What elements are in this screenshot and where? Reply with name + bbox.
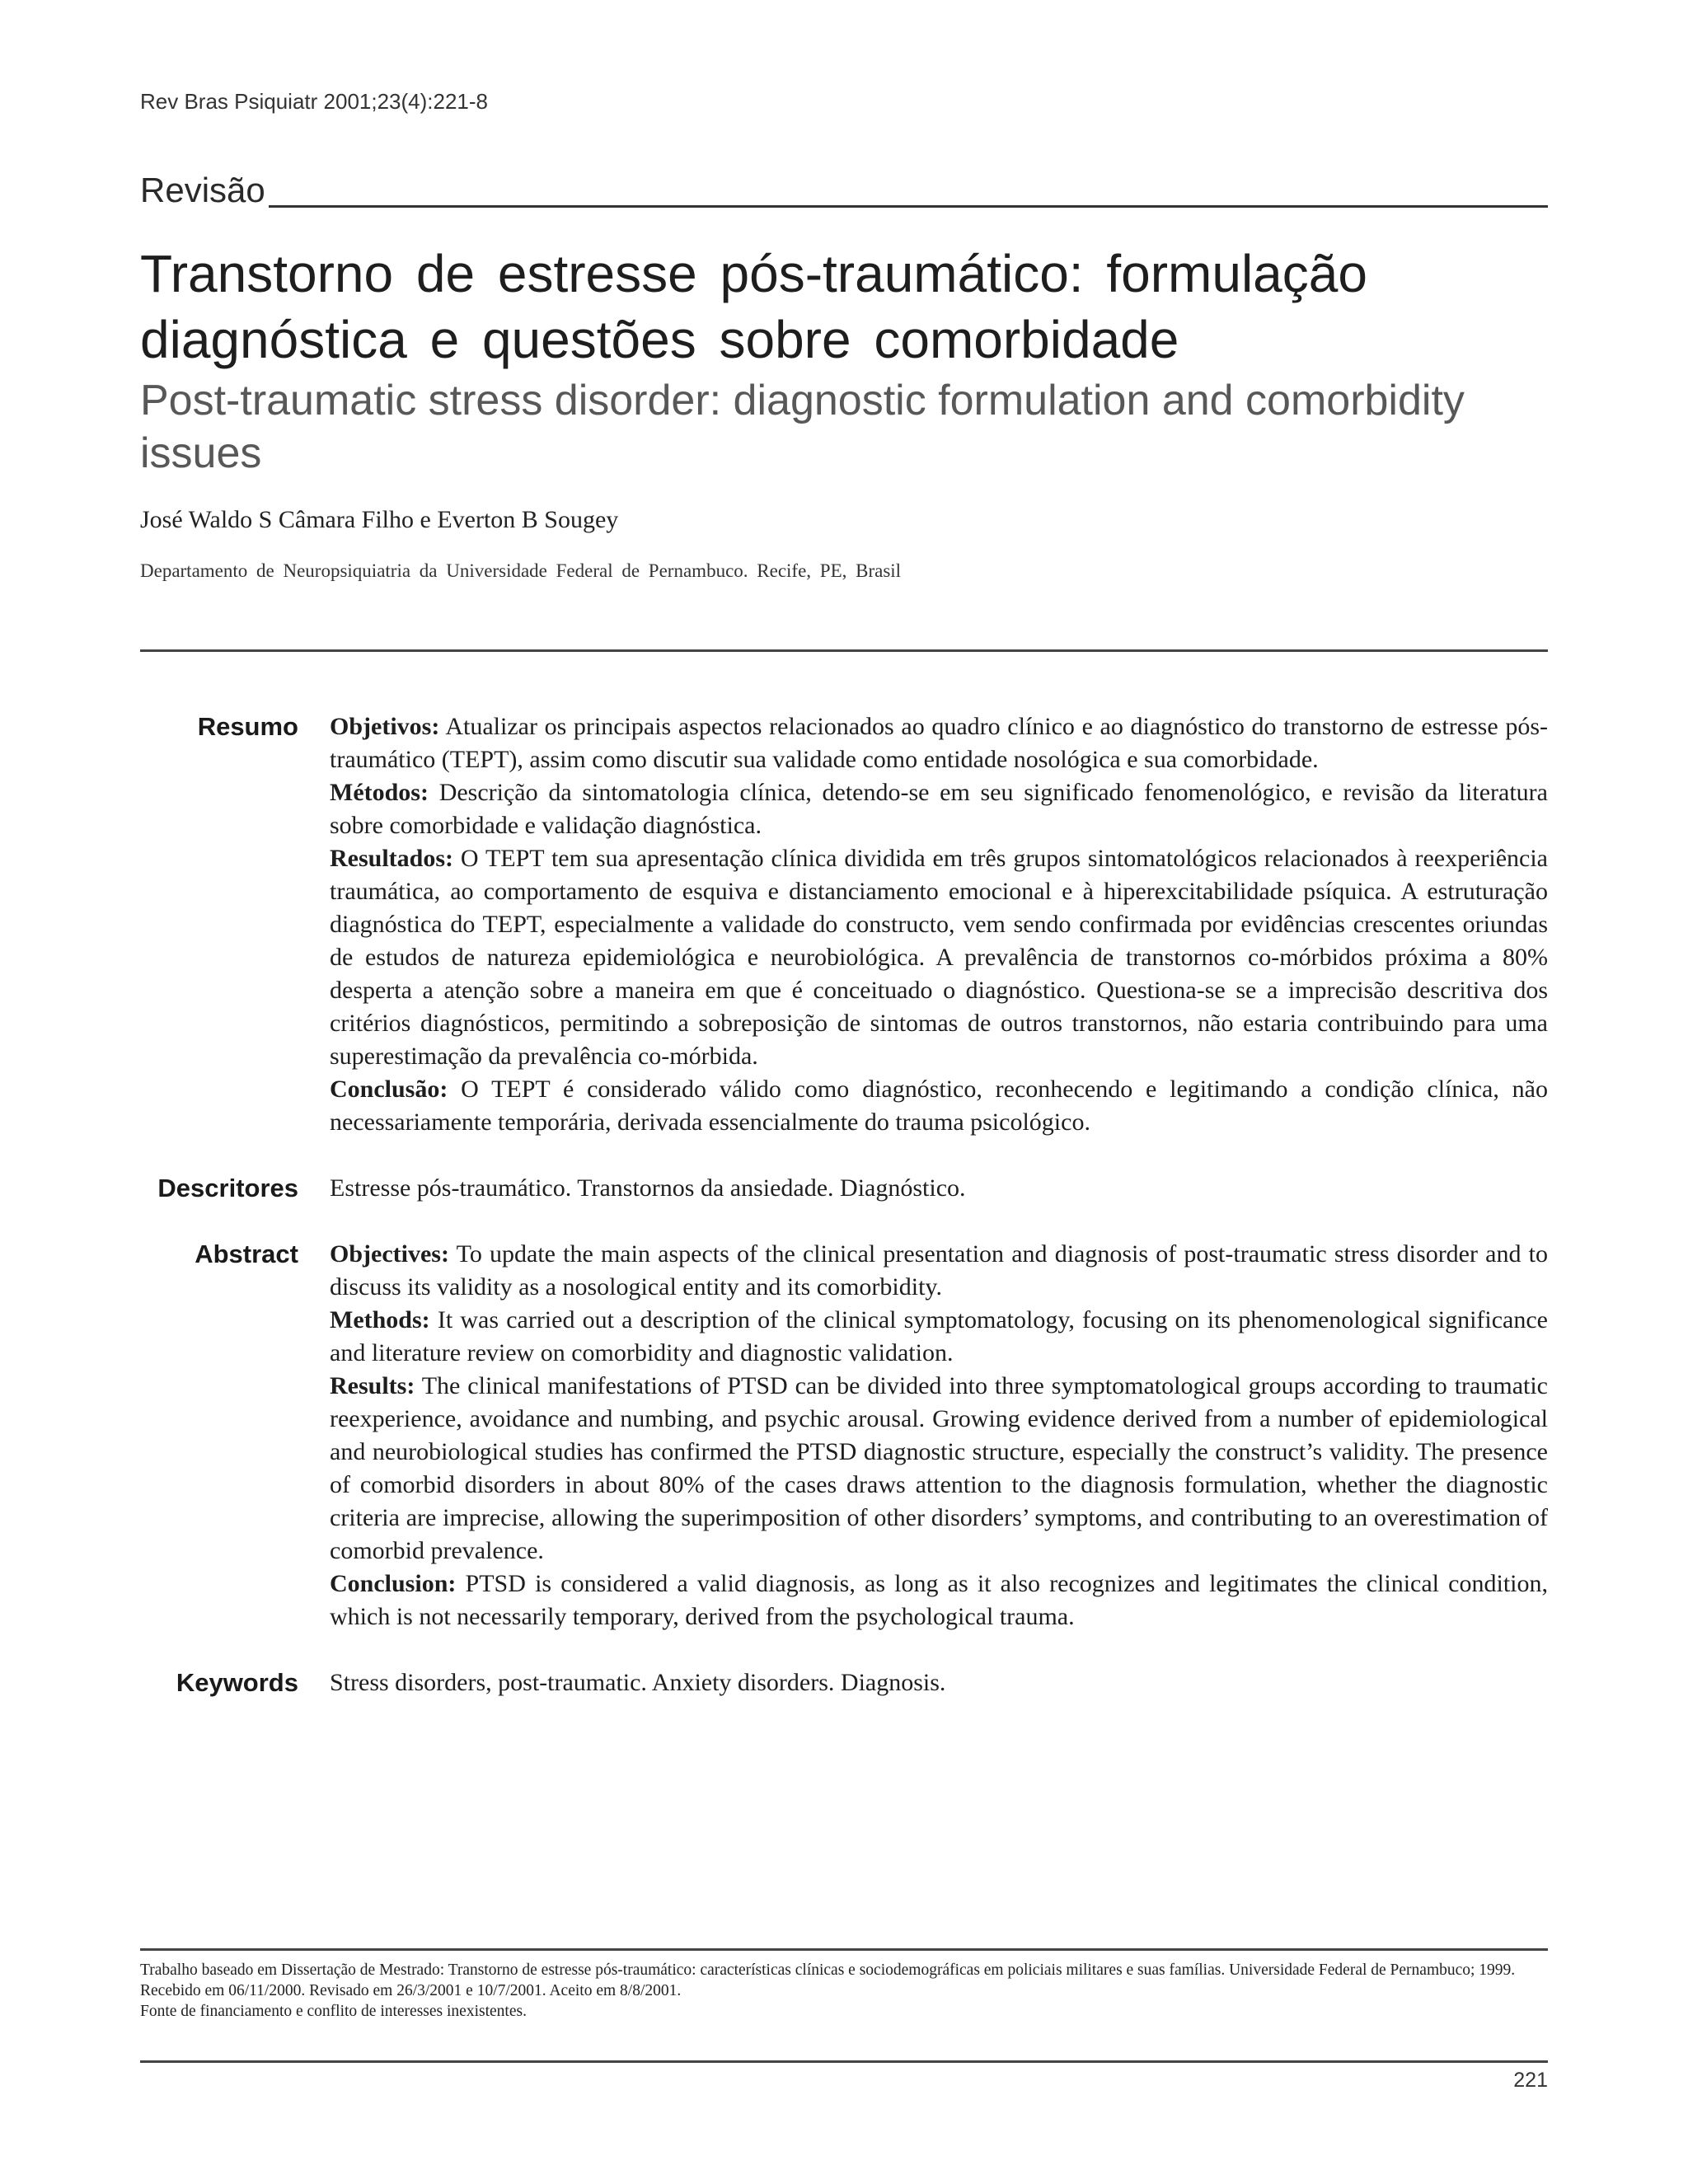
abstract-body [330, 1238, 1548, 1633]
resumo-label: Resumo [197, 712, 298, 741]
resumo-resultados-head: Resultados: [330, 845, 454, 872]
resumo-resultados [330, 842, 1548, 1073]
authors: José Waldo S Câmara Filho e Everton B Sougey [140, 506, 619, 533]
section-rule [269, 205, 1548, 208]
resumo-conclusao [330, 1073, 1548, 1139]
affiliation: Departamento de Neuropsiquiatria da Universidade Federal de Pernambuco. Recife, PE, Brasil [140, 560, 902, 581]
resumo-metodos-text: Descrição da sintomatologia clínica, detendo-se em seu significado fenomenológico, e revisão da literatura sobre comorbidade e validação diagnóstica. [330, 779, 1548, 839]
abstract-conclusion [330, 1568, 1548, 1633]
footnote-line-1: Trabalho baseado em Dissertação de Mestrado: Transtorno de estresse pós-traumático: características clínicas e sociodemográficas em policiais militares e suas famílias. Universidade Federal de Pernambuco; 1999. [140, 1961, 1516, 1979]
footnote-divider-bottom [140, 2060, 1548, 2063]
footnotes [140, 1960, 1548, 2022]
descritores-text: Estresse pós-traumático. Transtornos da ansiedade. Diagnóstico. [330, 1174, 966, 1202]
resumo-resultados-text: O TEPT tem sua apresentação clínica dividida em três grupos sintomatológicos relacionados à reexperiência traumática, ao comportamento de esquiva e distanciamento emocional e à hiperexcitabilidade psíquica. A estruturação diagnóstica do TEPT, especialmente a validade do constructo, vem sendo confirmada por evidências crescentes oriundas de estudos de natureza epidemiológica e neurobiológica. A prevalência de transtornos co-mórbidos próxima a 80% desperta a atenção sobre a maneira em que é conceituado o diagnóstico. Questiona-se se a imprecisão descritiva dos critérios diagnósticos, permitindo a sobreposição de sintomas de outros transtornos, não estaria contribuindo para uma superestimação da prevalência co-mórbida. [330, 845, 1549, 1070]
abstract-results-head: Results: [330, 1372, 415, 1399]
footnote-line-3: Fonte de financiamento e conflito de interesses inexistentes. [140, 2003, 527, 2020]
abstract-objectives [330, 1238, 1548, 1304]
section-heading [140, 173, 1548, 209]
resumo-conclusao-text: O TEPT é considerado válido como diagnóstico, reconhecendo e legitimando a condição clínica, não necessariamente temporária, derivada essencialmente do trauma psicológico. [330, 1076, 1548, 1136]
header-divider [140, 649, 1548, 652]
resumo-objetivos-text: Atualizar os principais aspectos relacionados ao quadro clínico e ao diagnóstico do transtorno de estresse pós-traumático (TEPT), assim como discutir sua validade como entidade nosológica e sua comorbidade. [330, 713, 1548, 773]
abstract-methods-head: Methods: [330, 1306, 430, 1333]
abstract-conclusion-head: Conclusion: [330, 1570, 457, 1597]
resumo-objetivos [330, 710, 1548, 776]
keywords-text: Stress disorders, post-traumatic. Anxiety disorders. Diagnosis. [330, 1669, 946, 1696]
resumo-metodos-head: Métodos: [330, 779, 429, 806]
abstract-objectives-text: To update the main aspects of the clinical presentation and diagnosis of post-traumatic stress disorder and to discuss its validity as a nosological entity and its comorbidity. [330, 1240, 1548, 1301]
abstract-conclusion-text: PTSD is considered a valid diagnosis, as long as it also recognizes and legitimates the clinical condition, which is not necessarily temporary, derived from the psychological trauma. [330, 1570, 1548, 1630]
abstract-objectives-head: Objectives: [330, 1240, 449, 1268]
footnote-line-2: Recebido em 06/11/2000. Revisado em 26/3/2001 e 10/7/2001. Aceito em 8/8/2001. [140, 1982, 682, 1999]
journal-reference: Rev Bras Psiquiatr 2001;23(4):221-8 [140, 89, 489, 114]
resumo-conclusao-head: Conclusão: [330, 1076, 448, 1103]
footnote-divider-top [140, 1948, 1548, 1951]
descritores-label: Descritores [157, 1174, 298, 1202]
abstract-results [330, 1370, 1548, 1568]
resumo-body [330, 710, 1548, 1139]
keywords-label: Keywords [176, 1668, 298, 1697]
title-english: Post-traumatic stress disorder: diagnostic formulation and comorbidity issues [140, 377, 1465, 477]
title-portuguese: Transtorno de estresse pós-traumático: formulação diagnóstica e questões sobre comorbidade [140, 244, 1367, 369]
abstract-methods [330, 1304, 1548, 1370]
abstract-label: Abstract [195, 1240, 298, 1268]
page-number: 221 [1513, 2069, 1548, 2092]
resumo-objetivos-head: Objetivos: [330, 713, 440, 740]
abstract-methods-text: It was carried out a description of the clinical symptomatology, focusing on its phenomenological significance and literature review on comorbidity and diagnostic validation. [330, 1306, 1548, 1366]
section-label: Revisão [140, 171, 265, 209]
abstract-results-text: The clinical manifestations of PTSD can be divided into three symptomatological groups according to traumatic reexperience, avoidance and numbing, and psychic arousal. Growing evidence derived from a number of epidemiological and neurobiological studies has confirmed the PTSD diagnostic structure, especially the construct’s validity. The presence of comorbid disorders in about 80% of the cases draws attention to the diagnosis formulation, whether the diagnostic criteria are imprecise, allowing the superimposition of other disorders’ symptoms, and contributing to an overestimation of comorbid prevalence. [330, 1372, 1548, 1564]
resumo-metodos [330, 776, 1548, 842]
